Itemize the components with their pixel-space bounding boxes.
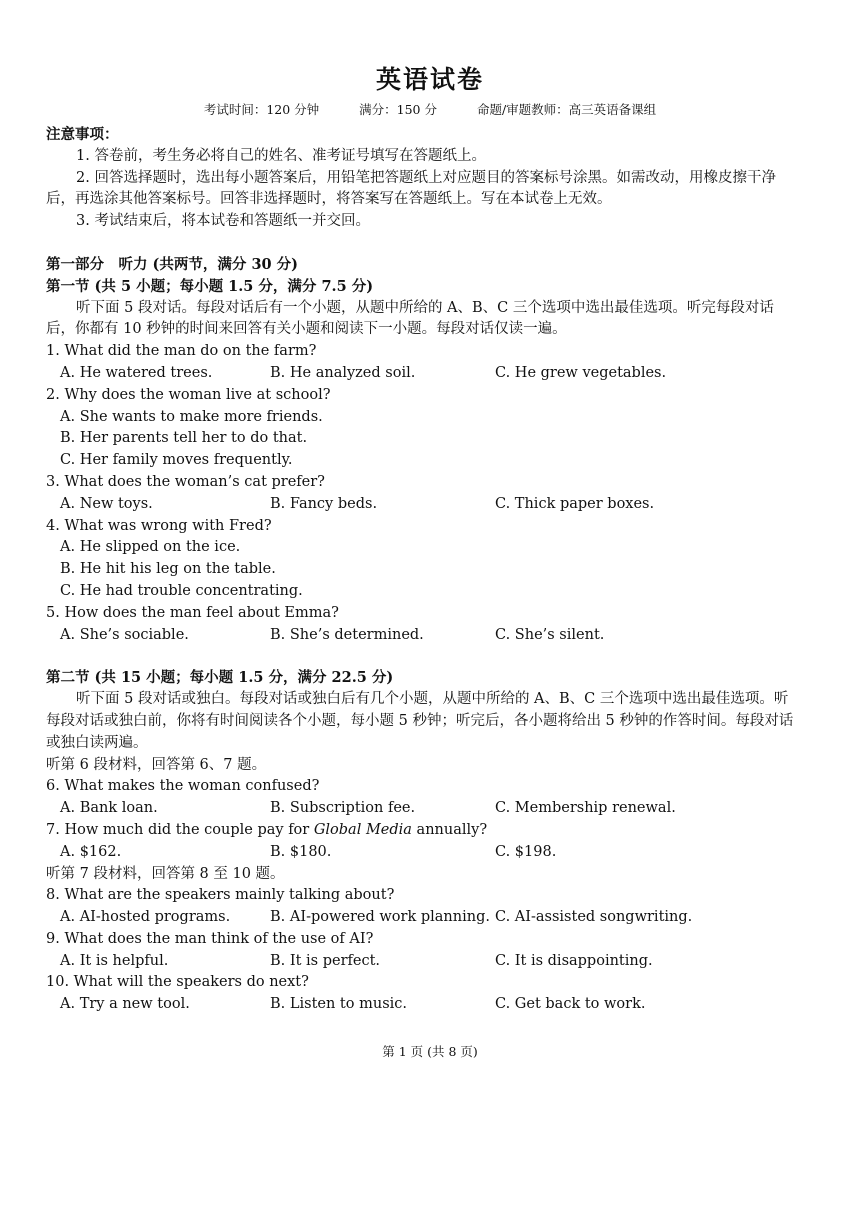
exam-title: 英语试卷	[375, 65, 484, 94]
question-9: 9. What does the man think of the use of AI?	[46, 930, 374, 947]
option-a: A. AI-hosted programs.	[60, 909, 231, 926]
exam-info	[0, 100, 860, 118]
option-c: C. Thick paper boxes.	[495, 495, 655, 512]
option-b: B. He hit his leg on the table.	[60, 561, 276, 578]
question-7	[46, 820, 798, 842]
question-10: 10. What will the speakers do next?	[46, 974, 309, 991]
option-a: A. He watered trees.	[60, 364, 213, 381]
option-b: B. $180.	[270, 843, 332, 860]
option-a: A. It is helpful.	[60, 952, 169, 969]
option-a: A. Bank loan.	[60, 800, 158, 817]
options-6	[46, 798, 798, 820]
option-c: C. AI-assisted songwriting.	[495, 909, 693, 926]
option-a: A. Try a new tool.	[60, 996, 190, 1013]
option-c: C. It is disappointing.	[495, 952, 653, 969]
notes-heading: 注意事项：	[46, 126, 119, 143]
option-b: B. AI-powered work planning.	[270, 909, 490, 926]
option-c: C. $198.	[495, 843, 557, 860]
material-6-label: 听第 6 段材料，回答第 6、7 题。	[46, 756, 267, 773]
options-5	[46, 625, 798, 647]
section2-instructions: 听下面 5 段对话或独白。每段对话或独白后有几个小题，从题中所给的 A、B、C 三个选项中选出最佳选项。听每段对话或独白前，你将有时间阅读各个小题，每小题 5 秒钟；听完后，各小题将给出 5 秒钟的作答时间。每段对话或独白读两遍。	[46, 691, 794, 751]
page-number: 第 1 页 (共 8 页)	[382, 1044, 478, 1059]
option-c: C. Get back to work.	[495, 996, 646, 1013]
question-7-post: annually?	[411, 821, 488, 838]
option-c: C. Membership renewal.	[495, 800, 676, 817]
option-a: A. New toys.	[60, 495, 153, 512]
teacher-info: 命题/审题教师：高三英语备课组	[476, 102, 657, 117]
exam-content	[46, 124, 798, 1016]
question-7-italic: Global Media	[313, 821, 412, 838]
section1-heading: 第一节 (共 5 小题；每小题 1.5 分，满分 7.5 分)	[46, 277, 374, 295]
note-item-3: 3. 考试结束后，将本试卷和答题纸一并交回。	[76, 213, 370, 230]
option-b: B. Listen to music.	[270, 996, 407, 1013]
option-a: A. He slipped on the ice.	[60, 539, 241, 556]
material-7-label: 听第 7 段材料，回答第 8 至 10 题。	[46, 865, 285, 882]
exam-time: 考试时间：120 分钟	[203, 102, 320, 117]
option-c: C. He grew vegetables.	[495, 364, 667, 381]
part1-heading: 第一部分 听力 (共两节，满分 30 分)	[46, 255, 299, 273]
spacer	[46, 646, 798, 667]
note-item-2: 2. 回答选择题时，选出每小题答案后，用铅笔把答题纸上对应题目的答案标号涂黑。如需改动，用橡皮擦干净后，再选涂其他答案标号。回答非选择题时，将答案写在答题纸上。写在本试卷上无效。	[46, 169, 776, 208]
option-c: C. He had trouble concentrating.	[60, 582, 303, 599]
option-b: B. It is perfect.	[270, 952, 381, 969]
option-b: B. Fancy beds.	[270, 495, 378, 512]
option-b: B. Subscription fee.	[270, 800, 416, 817]
question-6: 6. What makes the woman confused?	[46, 778, 320, 795]
options-10	[46, 994, 798, 1016]
question-1: 1. What did the man do on the farm?	[46, 343, 317, 360]
question-5: 5. How does the man feel about Emma?	[46, 604, 339, 621]
option-c: C. Her family moves frequently.	[60, 452, 293, 469]
options-8	[46, 907, 798, 929]
question-7-pre: 7. How much did the couple pay for	[46, 821, 314, 838]
question-2: 2. Why does the woman live at school?	[46, 386, 331, 403]
question-3: 3. What does the woman’s cat prefer?	[46, 473, 325, 490]
options-3	[46, 494, 798, 516]
section1-instructions: 听下面 5 段对话。每段对话后有一个小题，从题中所给的 A、B、C 三个选项中选出最佳选项。听完每段对话后，你都有 10 秒钟的时间来回答有关小题和阅读下一小题。每段对话仅读一遍。	[46, 299, 774, 338]
option-a: A. She’s sociable.	[60, 626, 189, 643]
options-9	[46, 951, 798, 973]
option-b: B. Her parents tell her to do that.	[60, 430, 308, 447]
option-a: A. $162.	[60, 843, 122, 860]
options-1	[46, 363, 798, 385]
question-8: 8. What are the speakers mainly talking about?	[46, 887, 395, 904]
option-c: C. She’s silent.	[495, 626, 605, 643]
options-7	[46, 842, 798, 864]
full-score: 满分：150 分	[359, 102, 437, 117]
spacer	[46, 233, 798, 254]
note-item-1: 1. 答卷前，考生务必将自己的姓名、准考证号填写在答题纸上。	[76, 147, 486, 164]
option-b: B. He analyzed soil.	[270, 364, 416, 381]
question-4: 4. What was wrong with Fred?	[46, 517, 272, 534]
section2-heading: 第二节 (共 15 小题；每小题 1.5 分，满分 22.5 分)	[46, 669, 394, 687]
option-a: A. She wants to make more friends.	[60, 408, 323, 425]
option-b: B. She’s determined.	[270, 626, 424, 643]
